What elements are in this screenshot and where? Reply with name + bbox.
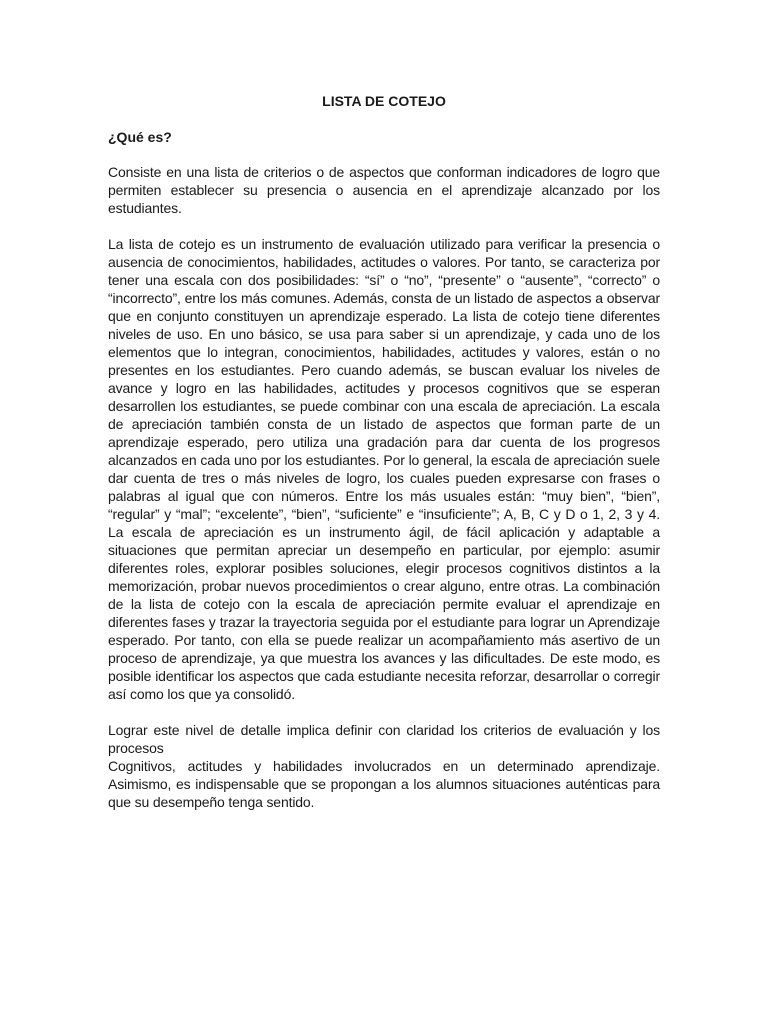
document-body: [108, 163, 660, 811]
paragraph-conclusion: Cognitivos, actitudes y habilidades involucrados en un determinado aprendizaje. Asimismo, es indispensable que se propongan a los alumnos situaciones auténticas para que su desempeño tenga sentido.: [108, 758, 660, 810]
document-title: LISTA DE COTEJO: [322, 93, 446, 109]
paragraph-gap: [108, 217, 660, 235]
section-heading: ¿Qué es?: [108, 129, 172, 145]
paragraph-definition: Consiste en una lista de criterios o de aspectos que conforman indicadores de logro que permiten establecer su presencia o ausencia en el aprendizaje alcanzado por los estudiantes.: [108, 164, 660, 216]
paragraph-detail: Lograr este nivel de detalle implica definir con claridad los criterios de evaluación y los procesos: [108, 722, 660, 756]
paragraph-description: La lista de cotejo es un instrumento de evaluación utilizado para verificar la presencia o ausencia de conocimientos, habilidades, actitudes o valores. Por tanto, se caracteriza por tener una escala con dos posibilidades: “sí” o “no”, “presente” o “ausente”, “correcto” o “incorrecto”, entre los más comunes. Además, consta de un listado de aspectos a observar que en conjunto constituyen un aprendizaje esperado. La lista de cotejo tiene diferentes niveles de uso. En uno básico, se usa para saber si un aprendizaje, y cada uno de los elementos que lo integran, conocimientos, habilidades, actitudes y valores, están o no presentes en los estudiantes. Pero cuando además, se buscan evaluar los niveles de avance y logro en las habilidades, actitudes y procesos cognitivos que se esperan desarrollen los estudiantes, se puede combinar con una escala de apreciación. La escala de apreciación también consta de un listado de aspectos que forman parte de un aprendizaje esperado, pero utiliza una gradación para dar cuenta de los progresos alcanzados en cada uno por los estudiantes. Por lo general, la escala de apreciación suele dar cuenta de tres o más niveles de logro, los cuales pueden expresarse con frases o palabras al igual que con números. Entre los más usuales están: “muy bien”, “bien”, “regular” y “mal”; “excelente”, “bien”, “suficiente” e “insuficiente”; A, B, C y D o 1, 2, 3 y 4. La escala de apreciación es un instrumento ágil, de fácil aplicación y adaptable a situaciones que permitan apreciar un desempeño en particular, por ejemplo: asumir diferentes roles, explorar posibles soluciones, elegir procesos cognitivos distintos a la memorización, probar nuevos procedimientos o crear alguno, entre otras. La combinación de la lista de cotejo con la escala de apreciación permite evaluar el aprendizaje en diferentes fases y trazar la trayectoria seguida por el estudiante para lograr un Aprendizaje esperado. Por tanto, con ella se puede realizar un acompañamiento más asertivo de un proceso de aprendizaje, ya que muestra los avances y las dificultades. De este modo, es posible identificar los aspectos que cada estudiante necesita reforzar, desarrollar o corregir así como los que ya consolidó.: [108, 236, 660, 702]
paragraph-gap: [108, 703, 660, 721]
